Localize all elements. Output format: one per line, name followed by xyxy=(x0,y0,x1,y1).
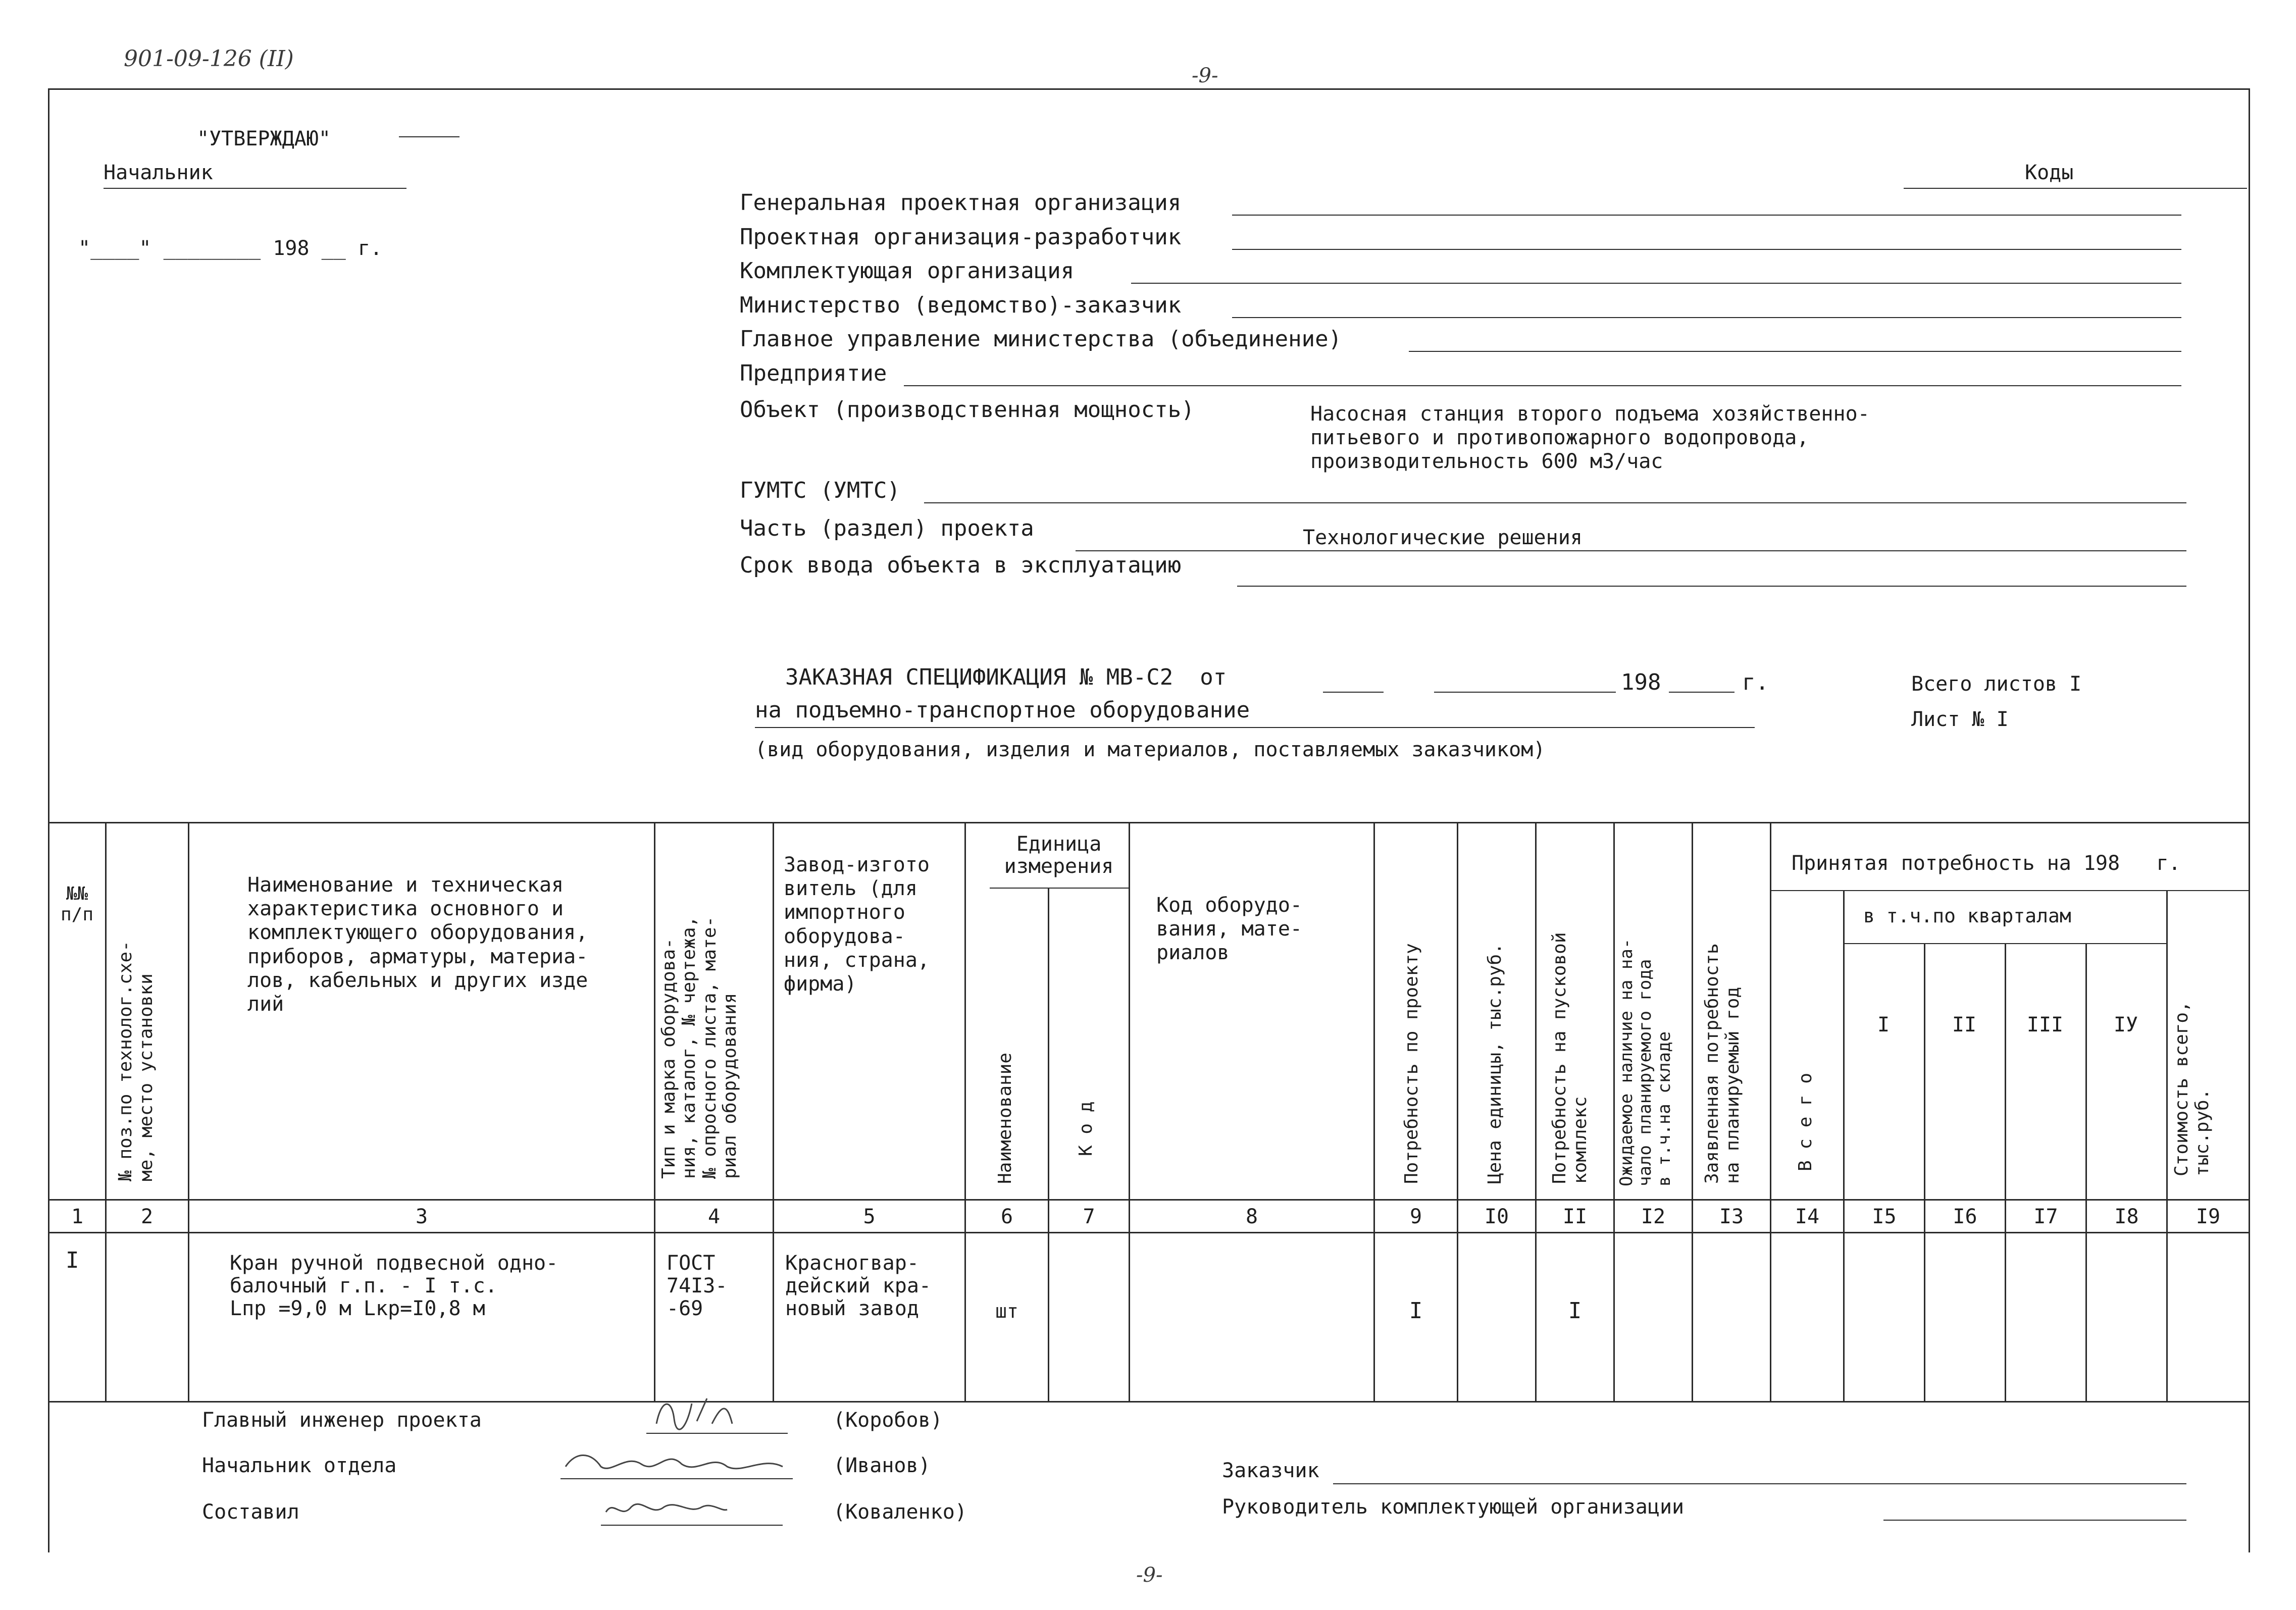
field-enterprise-line xyxy=(904,385,2181,386)
colnum-15: I5 xyxy=(1872,1205,1897,1228)
page-number-top: -9- xyxy=(1192,64,1218,87)
header-equip-code: Код оборудо- вания, мате- риалов xyxy=(1156,894,1302,965)
col-sep-13 xyxy=(1770,822,1771,1401)
row-name: Кран ручной подвесной одно- балочный г.п. - I т.с. Lпр =9,0 м Lкр=I0,8 м xyxy=(230,1252,558,1320)
col-sep-11 xyxy=(1613,822,1615,1401)
field-gumts-line xyxy=(924,502,2186,503)
header-accepted-group: Принятая потребность на 198 г. xyxy=(1792,852,2181,875)
header-bottom-line xyxy=(48,1199,2250,1201)
spec-subject-line xyxy=(755,727,1755,728)
field-completing-org: Комплектующая организация xyxy=(740,258,1075,284)
col-sep-17 xyxy=(2085,943,2087,1401)
sig-chief-engineer-line xyxy=(646,1433,788,1434)
field-project-part-value: Технологические решения xyxy=(1303,526,1583,549)
header-name: Наименование и техническая характеристика основного и комплектующего оборудования, приборов, арматуры, материа- лов, кабельных и других изде лий xyxy=(247,873,588,1016)
spec-subject: на подъемно-транспортное оборудование xyxy=(755,697,1250,723)
col-sep-14 xyxy=(1843,890,1845,1401)
row-unit-name: шт xyxy=(995,1300,1018,1322)
field-object-value-1: Насосная станция второго подъема хозяйственно- xyxy=(1310,402,1870,426)
sig-compiled-line xyxy=(601,1525,783,1526)
colnum-18: I8 xyxy=(2114,1205,2139,1228)
field-commission-line xyxy=(1237,586,2186,587)
doc-number: 901-09-126 (II) xyxy=(124,46,294,72)
colnum-12: I2 xyxy=(1641,1205,1666,1228)
sig-dept-head: Начальник отдела xyxy=(202,1454,397,1477)
header-q2: II xyxy=(1952,1013,1977,1036)
sig-chief-engineer-name: (Коробов) xyxy=(833,1409,943,1432)
header-total: В с е г о xyxy=(1795,1072,1816,1171)
page-number-bottom: -9- xyxy=(1136,1564,1163,1587)
col-sep-18 xyxy=(2166,890,2168,1401)
field-gumts: ГУМТС (УМТС) xyxy=(740,478,900,503)
header-position: № поз.по технолог.схе- ме, место установки xyxy=(115,941,157,1181)
field-enterprise: Предприятие xyxy=(740,360,887,386)
approval-chief-line xyxy=(104,188,406,189)
col-sep-15 xyxy=(1924,943,1925,1401)
field-main-directorate-line xyxy=(1409,351,2181,352)
header-q3: III xyxy=(2026,1013,2064,1036)
field-design-org: Проектная организация-разработчик xyxy=(740,224,1182,250)
sig-compiled-name: (Коваленко) xyxy=(833,1500,967,1524)
colnum-2: 2 xyxy=(140,1205,154,1228)
unit-group-line xyxy=(990,888,1129,889)
approval-approve: "УТВЕРЖДАЮ" xyxy=(197,127,331,150)
frame-right xyxy=(2249,88,2250,1552)
col-sep-3 xyxy=(654,822,655,1401)
sig-completing-head-line xyxy=(1883,1520,2186,1521)
field-object-value-3: производительность 600 м3/час xyxy=(1310,450,1663,473)
header-unit-group: Единица измерения xyxy=(1004,833,1114,878)
frame-top xyxy=(48,88,2250,90)
row-num: I xyxy=(66,1248,79,1273)
spec-total-sheets: Всего листов I xyxy=(1911,672,2082,696)
colnum-bottom-line xyxy=(48,1232,2250,1233)
header-need-project: Потребность по проекту xyxy=(1401,943,1422,1184)
colnum-3: 3 xyxy=(415,1205,428,1228)
sig-compiled: Составил xyxy=(202,1500,299,1524)
row-maker: Красногвар- дейский кра- новый завод xyxy=(785,1252,931,1320)
sig-customer-line xyxy=(1333,1483,2186,1484)
field-object-value-2: питьевого и противопожарного водопровода, xyxy=(1310,426,1809,449)
sig-chief-engineer: Главный инженер проекта xyxy=(202,1409,482,1432)
field-project-part-label: Часть (раздел) проекта xyxy=(740,515,1034,541)
approval-date: "____" ________ 198 __ г. xyxy=(78,237,383,260)
field-ministry: Министерство (ведомство)-заказчик xyxy=(740,292,1182,318)
colnum-10: I0 xyxy=(1484,1205,1509,1228)
row-need-project: I xyxy=(1409,1298,1423,1324)
field-general-org-line xyxy=(1232,215,2181,216)
codes-line xyxy=(1904,188,2247,189)
header-maker: Завод-изгото витель (для импортного оборудова- ния, страна, фирма) xyxy=(784,853,930,996)
field-main-directorate: Главное управление министерства (объединение) xyxy=(740,326,1342,352)
field-project-part-line xyxy=(1076,550,2186,551)
col-sep-7 xyxy=(1129,822,1130,1401)
sig-completing-head: Руководитель комплектующей организации xyxy=(1222,1495,1685,1519)
colnum-4: 4 xyxy=(707,1205,721,1228)
frame-left xyxy=(48,88,49,1552)
spec-sheet: Лист № I xyxy=(1911,708,2009,731)
row-need-launch: I xyxy=(1568,1298,1582,1324)
table-bottom-line xyxy=(48,1401,2250,1403)
table-top-line xyxy=(48,822,2250,823)
col-sep-4 xyxy=(773,822,774,1401)
header-expected: Ожидаемое наличие на на- чало планируемого года в т.ч.на складе xyxy=(1616,938,1674,1186)
spec-date-day-line xyxy=(1323,692,1384,693)
spec-date-suffix: г. xyxy=(1742,669,1769,695)
approval-approve-line xyxy=(399,136,460,137)
header-unit-code: К о д xyxy=(1076,1101,1096,1156)
colnum-9: 9 xyxy=(1409,1205,1422,1228)
colnum-14: I4 xyxy=(1795,1205,1820,1228)
signature-mark-3 xyxy=(601,1489,732,1525)
header-q1: I xyxy=(1877,1013,1890,1036)
colnum-6: 6 xyxy=(1000,1205,1013,1228)
col-sep-2 xyxy=(188,822,189,1401)
colnum-1: 1 xyxy=(71,1205,84,1228)
header-num: №№ п/п xyxy=(61,884,94,925)
accepted-group-line xyxy=(1770,890,2250,891)
colnum-19: I9 xyxy=(2196,1205,2221,1228)
spec-subject-note: (вид оборудования, изделия и материалов, поставляемых заказчиком) xyxy=(755,738,1546,761)
spec-date-month-line xyxy=(1434,692,1616,693)
header-need-launch: Потребность на пусковой комплекс xyxy=(1549,932,1591,1184)
header-unit-name: Наименование xyxy=(995,1052,1015,1184)
field-completing-org-line xyxy=(1131,283,2181,284)
header-type: Тип и марка оборудова- ния, каталог, № чертежа, № опросного листа, мате- риал оборудования xyxy=(658,916,740,1179)
colnum-13: I3 xyxy=(1719,1205,1744,1228)
field-design-org-line xyxy=(1232,249,2181,250)
spec-title: ЗАКАЗНАЯ СПЕЦИФИКАЦИЯ № МВ-С2 от xyxy=(785,664,1227,690)
row-type: ГОСТ 74I3- -69 xyxy=(667,1252,728,1320)
col-sep-12 xyxy=(1692,822,1693,1401)
signature-mark-2 xyxy=(560,1439,793,1479)
header-price: Цена единицы, тыс.руб. xyxy=(1485,943,1505,1184)
sig-dept-head-line xyxy=(560,1478,793,1479)
colnum-5: 5 xyxy=(863,1205,876,1228)
header-cost: Стоимость всего, тыс.руб. xyxy=(2171,1001,2213,1176)
field-object-label: Объект (производственная мощность) xyxy=(740,397,1195,423)
header-quarters-group: в т.ч.по кварталам xyxy=(1863,905,2071,927)
col-sep-6 xyxy=(1048,888,1049,1401)
spec-date-year: 198 xyxy=(1621,669,1661,695)
sig-customer: Заказчик xyxy=(1222,1459,1319,1482)
approval-chief: Начальник xyxy=(104,161,213,184)
sig-dept-head-name: (Иванов) xyxy=(833,1454,931,1477)
col-sep-16 xyxy=(2005,943,2006,1401)
col-sep-1 xyxy=(105,822,107,1401)
field-commission-label: Срок ввода объекта в эксплуатацию xyxy=(740,552,1182,578)
colnum-16: I6 xyxy=(1953,1205,1977,1228)
codes-label: Коды xyxy=(2025,161,2074,184)
header-q4: IУ xyxy=(2113,1013,2138,1036)
spec-date-year-line xyxy=(1669,692,1734,693)
col-sep-9 xyxy=(1457,822,1458,1401)
field-general-org: Генеральная проектная организация xyxy=(740,190,1182,216)
colnum-7: 7 xyxy=(1083,1205,1095,1228)
header-declared: Заявленная потребность на планируемый год xyxy=(1702,943,1744,1184)
colnum-8: 8 xyxy=(1245,1205,1258,1228)
field-ministry-line xyxy=(1232,317,2181,318)
colnum-17: I7 xyxy=(2033,1205,2058,1228)
colnum-11: II xyxy=(1562,1205,1588,1228)
signature-mark-1 xyxy=(646,1393,757,1434)
